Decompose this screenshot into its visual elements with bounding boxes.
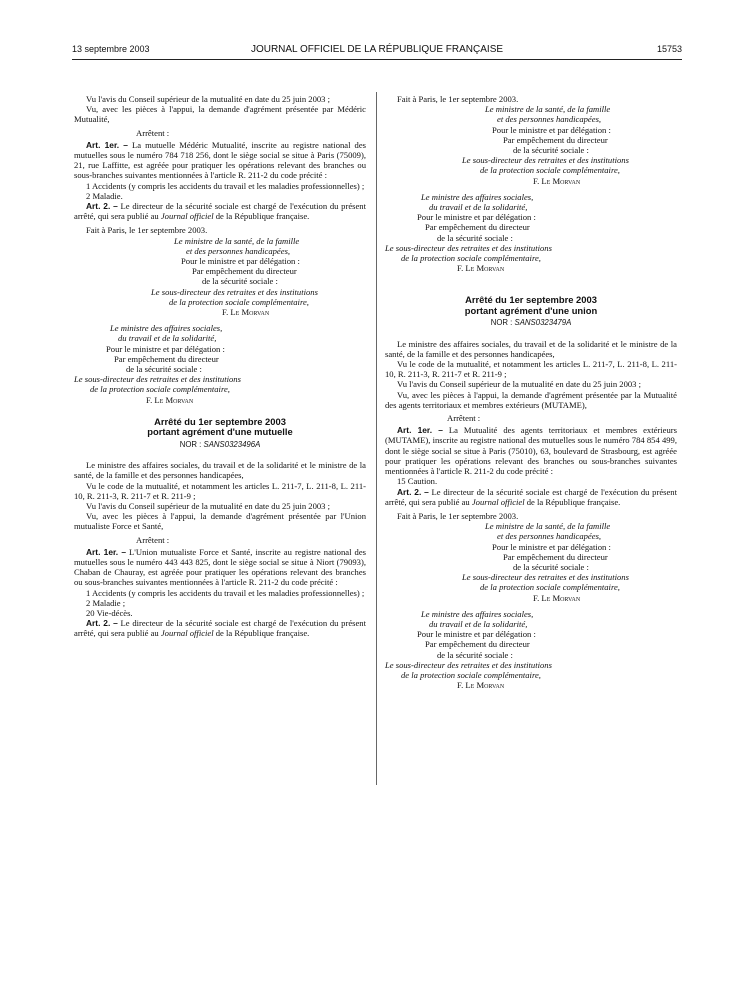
signature-block: Le ministre des affaires sociales, du travail et de la solidarité, Pour le ministre et par délégation : Par empêchement du directeur de la sécurité sociale : Le sous-directeur des retraites et des institutions de la protection sociale complémentaire, F. Le Morvan <box>385 191 552 274</box>
paragraph: Vu l'avis du Conseil supérieur de la mutualité en date du 25 juin 2003 ; <box>86 500 330 511</box>
list-item: 2 Maladie ; <box>86 597 126 608</box>
article-label: Art. 1er. – <box>86 546 126 557</box>
signature-block: Le ministre de la santé, de la famille et des personnes handicapées, Pour le ministre et par délégation : Par empêchement du directeur de la sécurité sociale : Le sous-directeur des retraites et des institutions de la protection sociale complémentaire, F. Le Morvan <box>462 521 629 603</box>
paragraph: Vu, avec les pièces à l'appui, la demande d'agrément présentée par la Mutualité des agents territoriaux et membres extérieurs (MUTAME), <box>385 389 677 410</box>
decree-title-line: portant agrément d'une union <box>464 304 598 316</box>
article-label: Art. 1er. – <box>86 139 128 150</box>
article-2: Art. 2. – Le directeur de la sécurité sociale est chargé de l'exécution du présent arrêté, qui sera publié au Journal officiel de la République française. <box>74 201 366 222</box>
list-item: 1 Accidents (y compris les accidents du travail et les maladies professionnelles) ; <box>86 180 365 191</box>
paragraph: Vu le code de la mutualité, et notamment les articles L. 211-7, L. 211-8, L. 211-10, R. 211-3, R. 211-7 et R. 211-9 ; <box>74 480 366 501</box>
signature-date: Fait à Paris, le 1er septembre 2003. <box>397 94 519 104</box>
article-2: Art. 2. – Le directeur de la sécurité sociale est chargé de l'exécution du présent arrêté, qui sera publié au Journal officiel de la République française. <box>385 486 677 507</box>
signature-block: Le ministre de la santé, de la famille et des personnes handicapées, Pour le ministre et par délégation : Par empêchement du directeur de la sécurité sociale : Le sous-directeur des retraites et des institutions de la protection sociale complémentaire, F. Le Morvan <box>151 235 318 318</box>
paragraph: Vu, avec les pièces à l'appui, la demande d'agrément présentée par Médéric Mutualité, <box>74 104 366 125</box>
list-item: 2 Maladie. <box>86 190 123 201</box>
signature-date: Fait à Paris, le 1er septembre 2003. <box>397 510 519 521</box>
paragraph: Vu l'avis du Conseil supérieur de la mutualité en date du 25 juin 2003 ; <box>86 94 330 104</box>
signature-block: Le ministre des affaires sociales, du travail et de la solidarité, Pour le ministre et par délégation : Par empêchement du directeur de la sécurité sociale : Le sous-directeur des retraites et des institutions de la protection sociale complémentaire, F. Le Morvan <box>74 323 241 405</box>
signature-block: Le ministre de la santé, de la famille et des personnes handicapées, Pour le ministre et par délégation : Par empêchement du directeur de la sécurité sociale : Le sous-directeur des retraites et des institutions de la protection sociale complémentaire, F. Le Morvan <box>462 104 629 186</box>
decree-title-line: Arrêté du 1er septembre 2003 <box>154 415 286 427</box>
article-1: Art. 1er. – La mutuelle Médéric Mutualité, inscrite au registre national des mutuelles sous le numéro 784 718 256, dont le siège social se situe à Paris (75009), 21, rue Laffitte, est agréée pour pratiquer les opérations relevant des branches ou sous-branches suivantes mentionnées à l'article R. 211-2 du code précité : <box>74 139 366 181</box>
article-label: Art. 2. – <box>86 618 118 629</box>
decree-title <box>74 417 366 438</box>
article-label: Art. 2. – <box>86 201 118 212</box>
article-1: Art. 1er. – La Mutualité des agents territoriaux et membres extérieurs (MUTAME), inscrite au registre national des mutuelles sous le numéro 784 854 499, dont le siège social se situe à Paris (75010), 63, boulevard de Strasbourg, est agréée pour pratiquer les opérations relevant des branches ou sous-branches suivantes mentionnées à l'article R. 211-2 du code précité : <box>385 425 677 477</box>
list-item: 20 Vie-décès. <box>86 607 133 618</box>
decree-title-line: Arrêté du 1er septembre 2003 <box>465 294 597 306</box>
nor-reference: NOR : SANS0323496A <box>179 439 261 449</box>
nor-reference: NOR : SANS0323479A <box>490 318 572 328</box>
paragraph: Vu, avec les pièces à l'appui, la demande d'agrément présentée par l'Union mutualiste Force et Santé, <box>74 511 366 532</box>
arretent-label: Arrêtent : <box>447 413 481 424</box>
decree-title <box>385 295 677 316</box>
journal-title: JOURNAL OFFICIEL DE LA RÉPUBLIQUE FRANÇAISE <box>250 44 504 55</box>
paragraph: Le ministre des affaires sociales, du travail et de la solidarité et le ministre de la santé, de la famille et des personnes handicapées, <box>385 338 677 359</box>
header-date: 13 septembre 2003 <box>72 44 150 54</box>
signature-date: Fait à Paris, le 1er septembre 2003. <box>86 225 208 236</box>
list-item: 15 Caution. <box>397 476 438 487</box>
column-divider <box>376 92 377 785</box>
decree-title-line: portant agrément d'une mutuelle <box>147 426 293 438</box>
left-column <box>74 94 366 639</box>
article-label: Art. 2. – <box>397 486 429 497</box>
paragraph: Vu l'avis du Conseil supérieur de la mutualité en date du 25 juin 2003 ; <box>397 379 641 390</box>
page-header <box>72 44 682 58</box>
list-item: 1 Accidents (y compris les accidents du travail et les maladies professionnelles) ; <box>86 587 365 598</box>
article-1: Art. 1er. – L'Union mutualiste Force et Santé, inscrite au registre national des mutuelles sous le numéro 443 443 825, dont le siège social se situe à Niort (79093), Chaban de Chauray, est agréée pour pratiquer les opérations relevant des branches ou sous-branches suivantes mentionnées à l'article R. 211-2 du code précité : <box>74 546 366 588</box>
signature-block: Le ministre des affaires sociales, du travail et de la solidarité, Pour le ministre et par délégation : Par empêchement du directeur de la sécurité sociale : Le sous-directeur des retraites et des institutions de la protection sociale complémentaire, F. Le Morvan <box>385 608 552 691</box>
article-label: Art. 1er. – <box>397 425 443 436</box>
arretent-label: Arrêtent : <box>136 534 170 545</box>
right-column <box>385 94 677 690</box>
page-number: 15753 <box>656 44 682 54</box>
paragraph: Le ministre des affaires sociales, du travail et de la solidarité et le ministre de la santé, de la famille et des personnes handicapées, <box>74 460 366 481</box>
header-rule <box>72 59 682 60</box>
article-2: Art. 2. – Le directeur de la sécurité sociale est chargé de l'exécution du présent arrêté, qui sera publié au Journal officiel de la République française. <box>74 618 366 639</box>
paragraph: Vu le code de la mutualité, et notamment les articles L. 211-7, L. 211-8, L. 211-10, R. 211-3, R. 211-7 et R. 211-9 ; <box>385 359 677 380</box>
arretent-label: Arrêtent : <box>136 127 170 138</box>
